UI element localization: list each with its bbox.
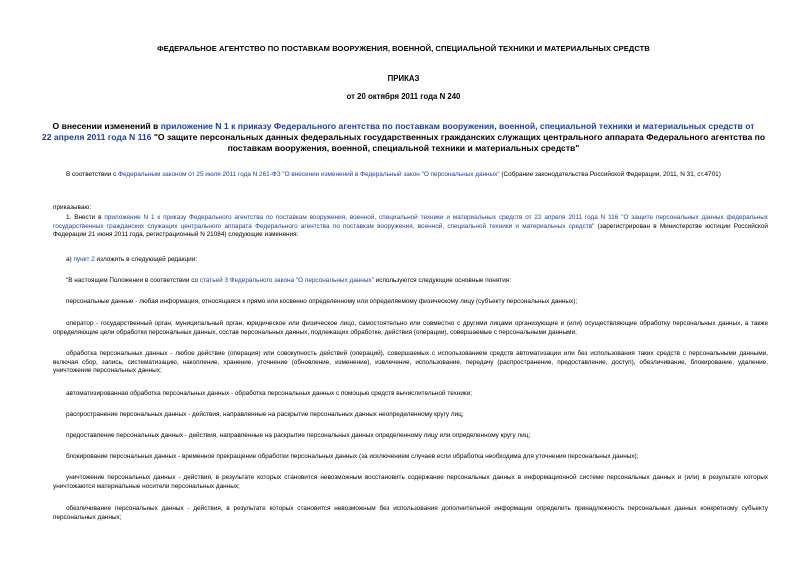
- paragraph-definitions-intro: [53, 277, 768, 286]
- basis-text-a: В соответствии с: [66, 171, 119, 178]
- paragraph-automated-processing: автоматизированная обработка персональных данных - обработка персональных данных с помощью средств вычислительной техники;: [66, 390, 473, 397]
- title-text-b: "О защите персональных данных федеральных государственных гражданских служащих центрального аппарата Федерального агентства по поставкам вооружения, военной, специальной техники и материальных средств": [151, 131, 766, 153]
- paragraph-blocking: блокирование персональных данных - временное прекращение обработки персональных данных (за исключением случаев если обработка необходима для уточнения персональных данных);: [66, 453, 639, 460]
- paragraph-provision: предоставление персональных данных - действия, направленные на раскрытие персональных данных определенному лицу или определенному кругу лиц;: [66, 432, 531, 439]
- title-text-a: О внесении изменений в: [52, 121, 161, 131]
- sub-a-text-a: а): [66, 256, 74, 263]
- paragraph-sub-a: [53, 256, 768, 265]
- appendix-link[interactable]: приложение N 1 к приказу Федерального агентства по поставкам вооружения, военной, специальной техники и материальных средств от 22 апреля 2011 года N 116 "О защите персональных данных федеральных государственных гражданских служащих центрального аппарата Федерального агентства по поставкам вооружения, военной, специальной техники и материальных средств": [53, 214, 769, 230]
- intro-text-b: используются следующие основные понятия:: [373, 277, 512, 284]
- article-3-link[interactable]: статьей 3 Федерального закона "О персональных данных": [199, 277, 374, 284]
- paragraph-operator: оператор - государственный орган, муниципальный орган, юридическое или физическое лицо, самостоятельно или совместно с другими лицами организующие и (или) осуществляющие обработку персональных данных, а также определяющие цели обработки персональных данных, состав персональных данных, подлежащих обработке, действия (операции), совершаемые с персональными данными;: [53, 320, 768, 336]
- doc-date-heading: от 20 октября 2011 года N 240: [346, 92, 461, 101]
- title-link-appendix[interactable]: приложение N 1 к приказу Федерального агентства по поставкам вооружения, военной, специальной техники и материальных средств от: [160, 121, 755, 131]
- title-link-date[interactable]: 22 апреля 2011 года N 116: [41, 131, 152, 142]
- basis-text-b: (Собрание законодательства Российской Федерации, 2011, N 31, ст.4701): [499, 171, 721, 178]
- paragraph-distribution: распространение персональных данных - действия, направленные на раскрытие персональных данных неопределенному кругу лиц;: [66, 411, 464, 418]
- paragraph-depersonalization: обезличивание персональных данных - действия, в результате которых становится невозможным без использования дополнительной информации определить принадлежность персональных данных конкретному субъекту персональных данных;: [53, 505, 768, 521]
- intro-text-a: "В настоящем Положении в соответствии со: [66, 277, 200, 284]
- doc-title: [30, 121, 777, 153]
- paragraph-item-1: [53, 214, 768, 240]
- paragraph-order: приказываю:: [53, 204, 91, 211]
- paragraph-destruction: уничтожение персональных данных - действия, в результате которых становится невозможным восстановить содержание персональных данных в информационной системе персональных данных и (или) в результате которых уничтожаются материальные носители персональных данных;: [53, 474, 768, 490]
- item1-text-a: 1. Внести в: [66, 214, 105, 221]
- doc-type-heading: ПРИКАЗ: [387, 74, 420, 83]
- federal-law-link[interactable]: Федеральным законом от 25 июля 2011 года N 261-ФЗ "О внесении изменений в Федеральный закон "О персональных данных": [118, 171, 500, 178]
- item1-text-b: (зарегистрирован в Министерстве юстиции Российской Федерации 21 июня 2011 года, регистрационный N 21084) следующие изменения:: [53, 222, 768, 239]
- paragraph-basis: [53, 171, 768, 180]
- point-2-link[interactable]: пункт 2: [73, 256, 95, 263]
- paragraph-personal-data: персональные данные - любая информация, относящаяся к прямо или косвенно определенному или определяемому физическому лицу (субъекту персональных данных);: [66, 298, 578, 305]
- sub-a-text-b: изложить в следующей редакции:: [94, 256, 198, 263]
- agency-heading: ФЕДЕРАЛЬНОЕ АГЕНТСТВО ПО ПОСТАВКАМ ВООРУЖЕНИЯ, ВОЕННОЙ, СПЕЦИАЛЬНОЙ ТЕХНИКИ И МАТЕРИАЛЬНЫХ СРЕДСТВ: [157, 44, 650, 53]
- paragraph-processing: обработка персональных данных - любое действие (операция) или совокупность действий (операций), совершаемых с использованием средств автоматизации или без использования таких средств с персональными данными, включая сбор, запись, систематизацию, накопление, хранение, уточнение (обновление, изменение), извлечение, использование, передачу (распространение, предоставление, доступ), обезличивание, блокирование, удаление, уничтожение персональных данных;: [53, 350, 768, 375]
